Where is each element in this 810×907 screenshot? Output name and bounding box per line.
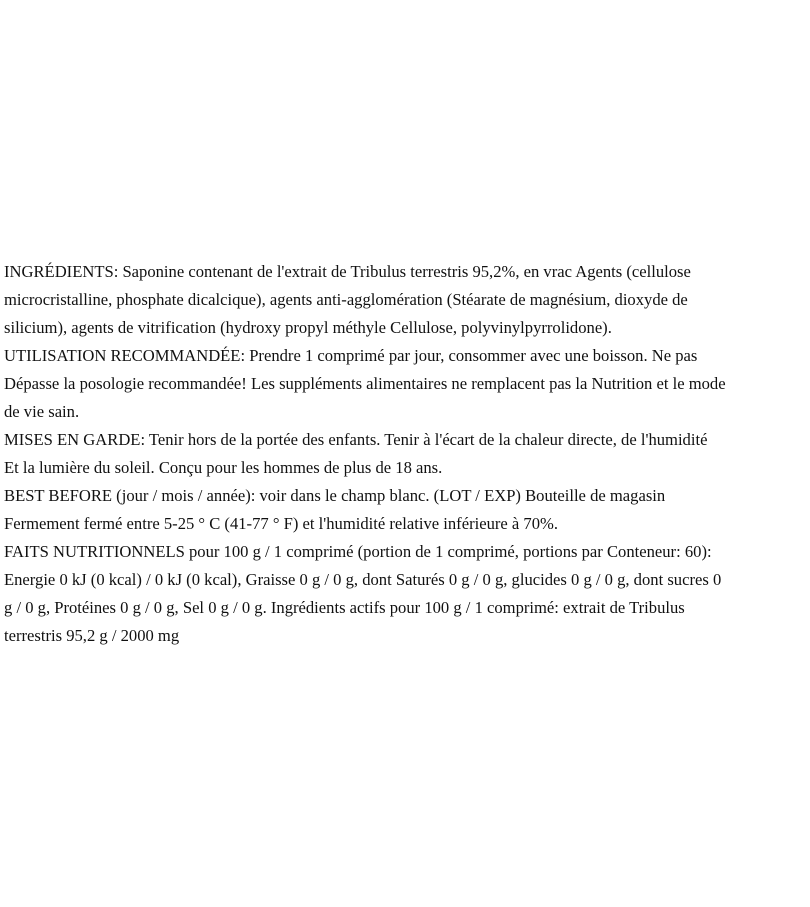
- best-before-line-1: BEST BEFORE (jour / mois / année): voir dans le champ blanc. (LOT / EXP) Bouteille de magasin: [4, 486, 666, 505]
- product-info-text: [4, 258, 810, 650]
- nutrition-line-2: Energie 0 kJ (0 kcal) / 0 kJ (0 kcal), Graisse 0 g / 0 g, dont Saturés 0 g / 0 g, glucides 0 g / 0 g, dont sucres 0: [4, 570, 722, 589]
- ingredients-line-2: microcristalline, phosphate dicalcique), agents anti-agglomération (Stéarate de magnésium, dioxyde de: [4, 290, 688, 309]
- usage-line-2: Dépasse la posologie recommandée! Les suppléments alimentaires ne remplacent pas la Nutrition et le mode: [4, 374, 726, 393]
- nutrition-line-1: FAITS NUTRITIONNELS pour 100 g / 1 comprimé (portion de 1 comprimé, portions par Conteneur: 60):: [4, 542, 712, 561]
- ingredients-line-1: INGRÉDIENTS: Saponine contenant de l'extrait de Tribulus terrestris 95,2%, en vrac Agents (cellulose: [4, 262, 691, 281]
- ingredients-line-3: silicium), agents de vitrification (hydroxy propyl méthyle Cellulose, polyvinylpyrrolidone).: [4, 318, 612, 337]
- nutrition-line-3: g / 0 g, Protéines 0 g / 0 g, Sel 0 g / 0 g. Ingrédients actifs pour 100 g / 1 comprimé: extrait de Tribulus: [4, 598, 685, 617]
- nutrition-line-4: terrestris 95,2 g / 2000 mg: [4, 626, 180, 645]
- usage-line-1: UTILISATION RECOMMANDÉE: Prendre 1 comprimé par jour, consommer avec une boisson. Ne pas: [4, 346, 698, 365]
- warnings-line-2: Et la lumière du soleil. Conçu pour les hommes de plus de 18 ans.: [4, 458, 443, 477]
- warnings-line-1: MISES EN GARDE: Tenir hors de la portée des enfants. Tenir à l'écart de la chaleur directe, de l'humidité: [4, 430, 708, 449]
- usage-line-3: de vie sain.: [4, 402, 80, 421]
- best-before-line-2: Fermement fermé entre 5-25 ° C (41-77 ° F) et l'humidité relative inférieure à 70%.: [4, 514, 558, 533]
